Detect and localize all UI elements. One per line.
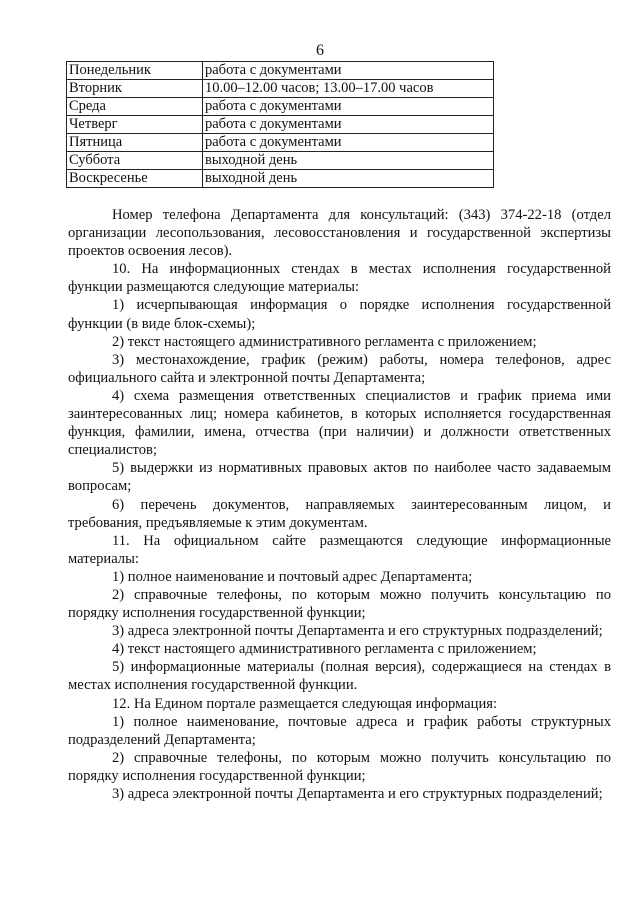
section-11-heading: 11. На официальном сайте размещаются следующие информационные материалы: [68, 532, 611, 567]
schedule-hours: выходной день [203, 152, 494, 170]
list-item: 5) выдержки из нормативных правовых актов по наиболее часто задаваемым вопросам; [68, 460, 611, 495]
list-item: 2) справочные телефоны, по которым можно получить консультацию по порядку исполнения государственной функции; [68, 586, 611, 622]
schedule-hours: работа с документами [203, 62, 494, 80]
list-item: 6) перечень документов, направляемых заинтересованным лицом, и требования, предъявляемые к этим документам. [68, 496, 611, 531]
table-row [67, 116, 494, 134]
schedule-day: Пятница [67, 134, 203, 152]
table-row [67, 62, 494, 80]
schedule-hours: 10.00–12.00 часов; 13.00–17.00 часов [203, 80, 494, 98]
list-item: 3) адреса электронной почты Департамента и его структурных подразделений; [112, 623, 603, 640]
list-item: 3) адреса электронной почты Департамента и его структурных подразделений; [112, 786, 603, 802]
schedule-day: Воскресенье [67, 170, 203, 188]
body-text [68, 206, 611, 803]
schedule-day: Среда [67, 98, 203, 116]
list-item: 5) информационные материалы (полная версия), содержащиеся на стендах в местах исполнения государственной функции. [68, 659, 611, 694]
schedule-day: Вторник [67, 80, 203, 98]
schedule-hours: работа с документами [203, 98, 494, 116]
list-item: 3) местонахождение, график (режим) работы, номера телефонов, адрес официального сайта и электронной почты Департамента; [68, 351, 611, 386]
table-row [67, 152, 494, 170]
schedule-hours: работа с документами [203, 134, 494, 152]
schedule-day: Суббота [67, 152, 203, 170]
list-item: 2) текст настоящего административного регламента с приложением; [112, 333, 537, 350]
table-row [67, 98, 494, 116]
table-row [67, 134, 494, 152]
list-item: 1) полное наименование, почтовые адреса и график работы структурных подразделений Департамента; [68, 713, 611, 748]
table-row [67, 170, 494, 188]
consultation-phone-paragraph: Номер телефона Департамента для консультаций: (343) 374-22-18 (отдел организации лесопользования, лесовосстановления и государственной экспертизы проектов освоения лесов). [68, 207, 611, 260]
list-item: 2) справочные телефоны, по которым можно получить консультацию по порядку исполнения государственной функции; [68, 749, 611, 784]
schedule-day: Понедельник [67, 62, 203, 80]
section-10-heading: 10. На информационных стендах в местах исполнения государственной функции размещаются следующие материалы: [68, 261, 611, 296]
schedule-hours: выходной день [203, 170, 494, 188]
table-row [67, 80, 494, 98]
page-number: 6 [316, 42, 324, 59]
list-item: 4) текст настоящего административного регламента с приложением; [112, 641, 537, 658]
list-item: 4) схема размещения ответственных специалистов и график приема ими заинтересованных лиц; номера кабинетов, в которых исполняется государственная функция, фамилии, имена, отчества (при наличии) и должности ответственных специалистов; [68, 387, 611, 459]
schedule-day: Четверг [67, 116, 203, 134]
schedule-table [66, 61, 494, 188]
schedule-hours: работа с документами [203, 116, 494, 134]
list-item: 1) полное наименование и почтовый адрес Департамента; [112, 568, 473, 585]
section-12-heading: 12. На Едином портале размещается следующая информация: [112, 695, 498, 712]
list-item: 1) исчерпывающая информация о порядке исполнения государственной функции (в виде блок-схемы); [68, 297, 611, 332]
